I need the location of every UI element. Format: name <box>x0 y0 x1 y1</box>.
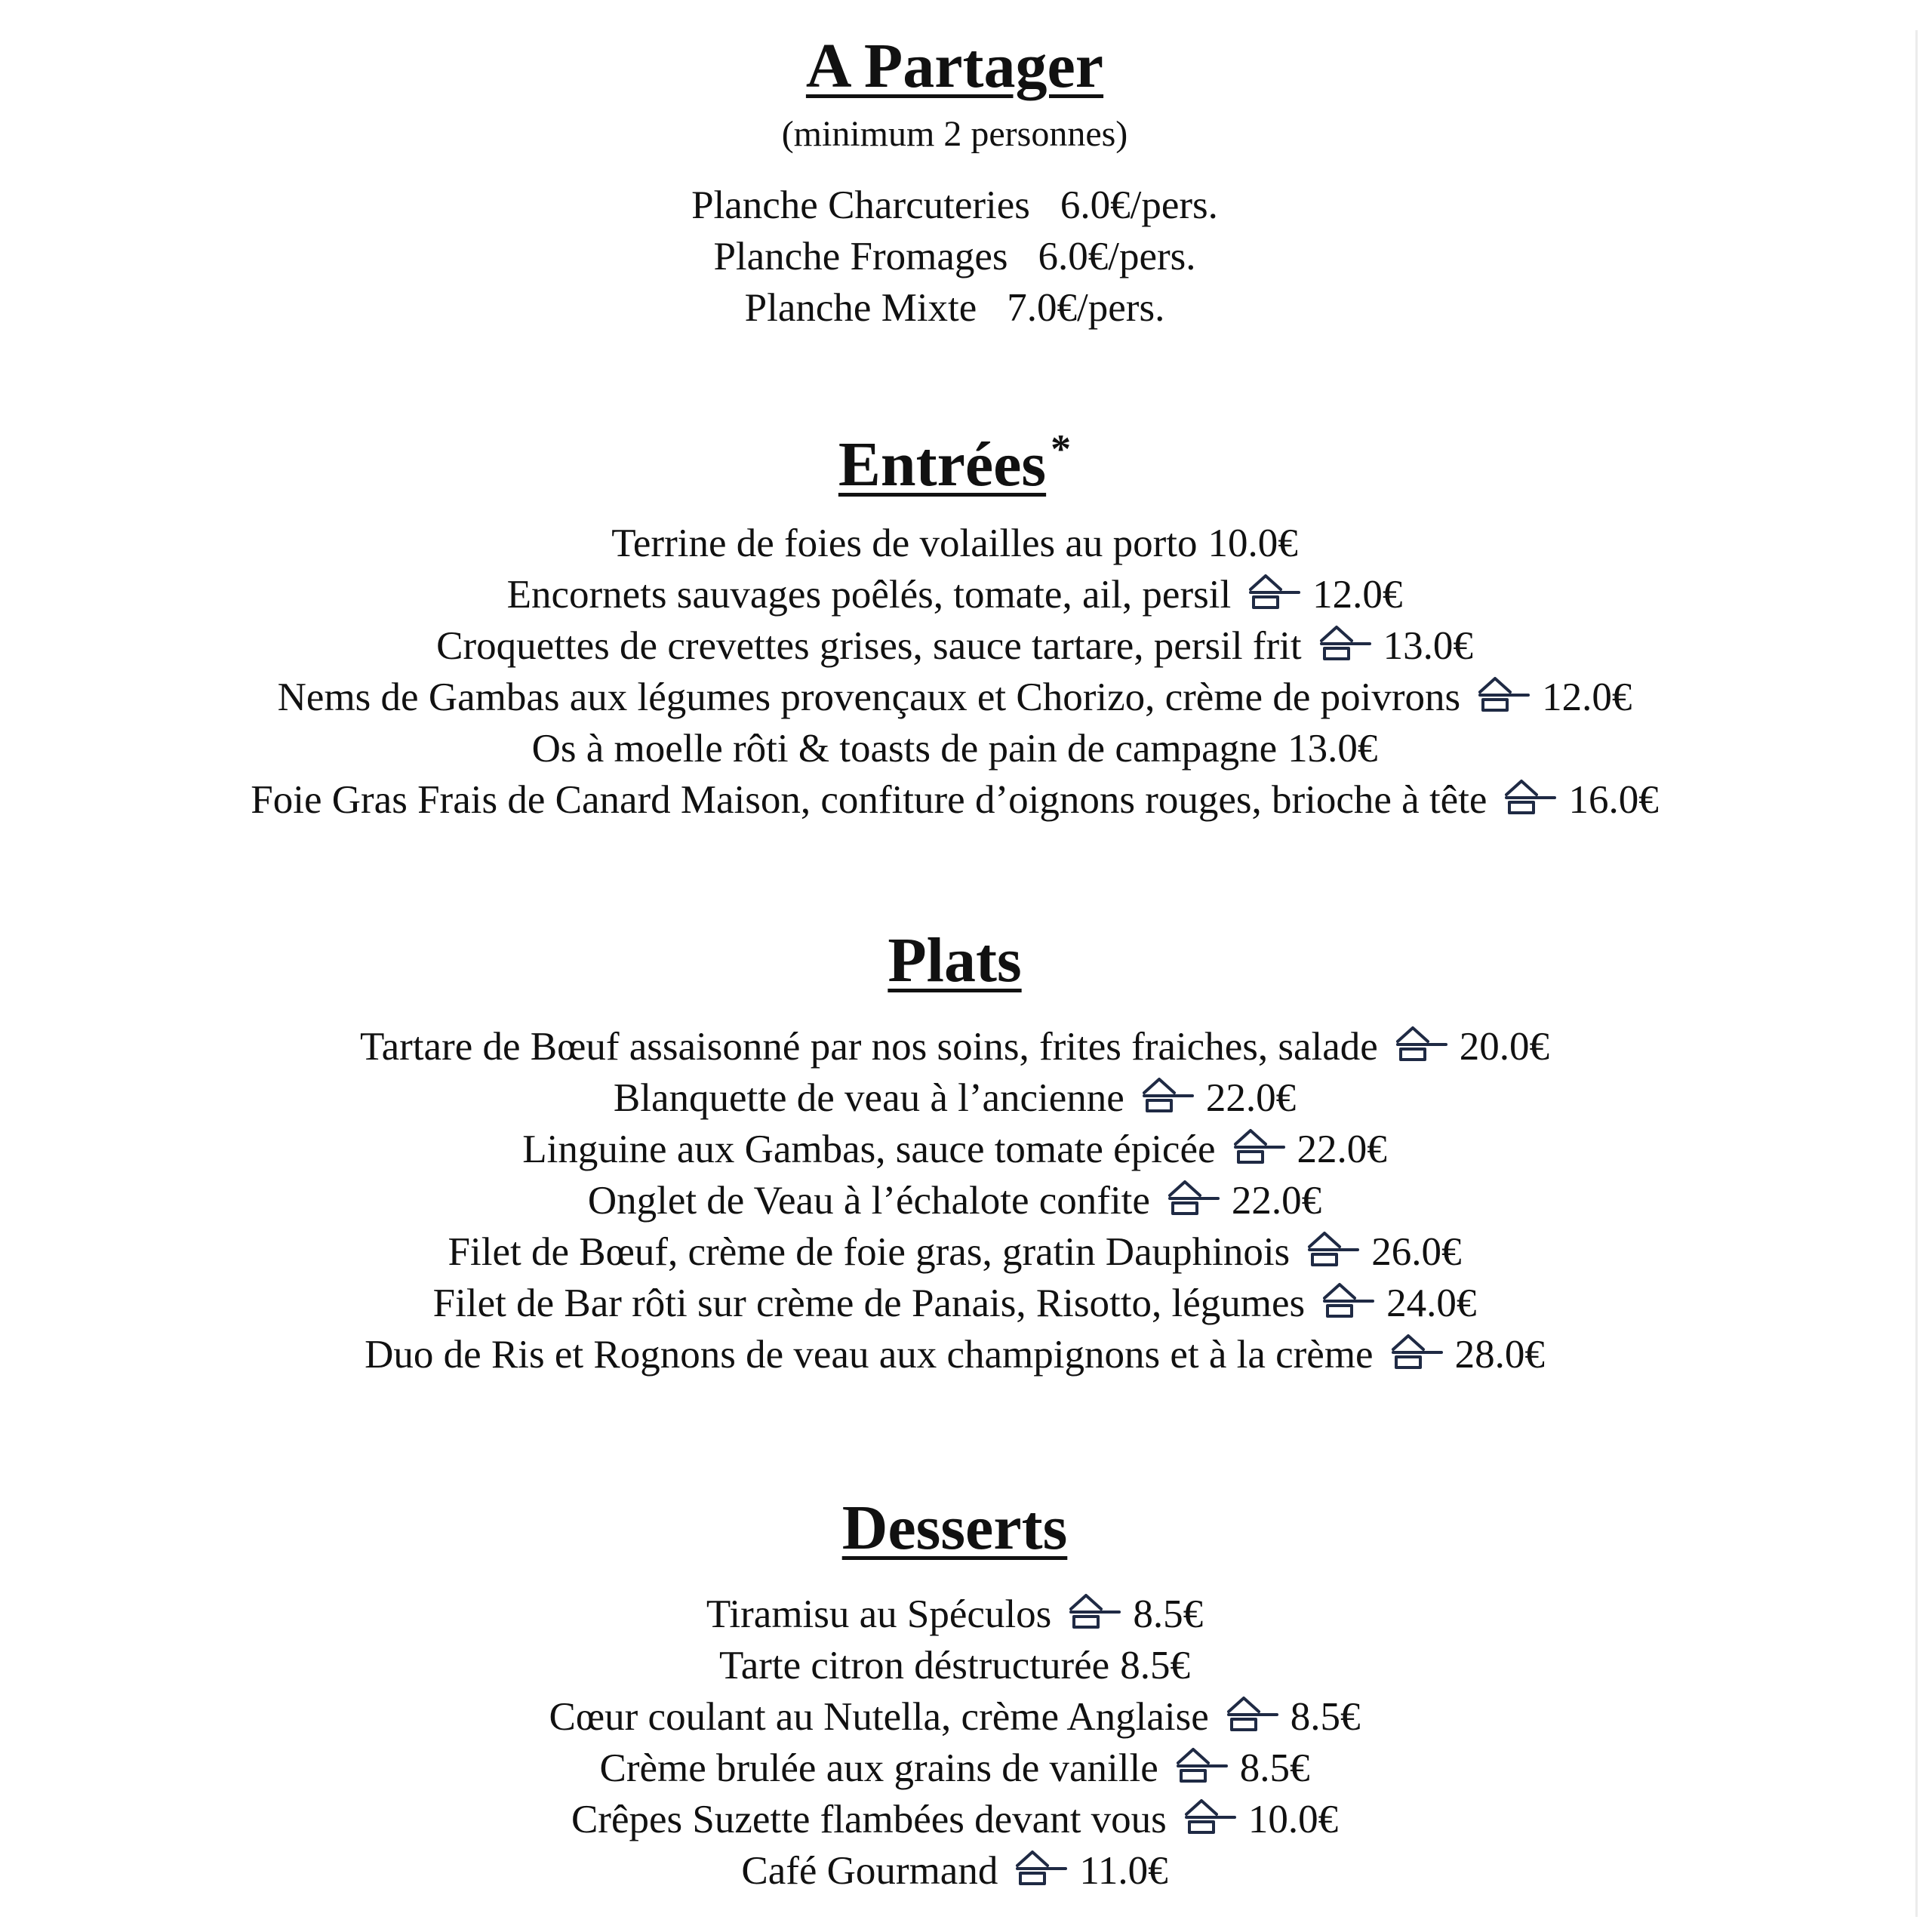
menu-item-name: Café Gourmand <box>741 1849 998 1893</box>
house-made-icon <box>1320 1281 1376 1319</box>
menu-item <box>0 1124 1909 1175</box>
menu-item-name: Filet de Bœuf, crème de foie gras, gratin Dauphinois <box>448 1230 1291 1274</box>
house-made-icon <box>1502 778 1558 816</box>
section-title: Plats <box>888 925 1022 995</box>
menu-item-price: 24.0€ <box>1386 1281 1477 1325</box>
menu-item-name: Planche Fromages <box>713 235 1008 278</box>
menu-item <box>0 1175 1909 1226</box>
menu-item-name: Tarte citron déstructurée <box>719 1644 1110 1687</box>
menu-item <box>0 774 1909 826</box>
section-title: A Partager <box>805 31 1104 101</box>
house-made-icon <box>1165 1179 1221 1217</box>
menu-item-price: 26.0€ <box>1371 1230 1462 1274</box>
section-a-partager <box>0 29 1909 334</box>
menu-item-price: 10.0€ <box>1247 1798 1339 1841</box>
section-subtitle: (minimum 2 personnes) <box>781 114 1128 154</box>
section-title <box>0 411 1909 503</box>
item-list <box>0 180 1909 334</box>
menu-item-name: Foie Gras Frais de Canard Maison, confiture d’oignons rouges, brioche à tête <box>251 778 1487 822</box>
menu-item <box>0 569 1909 620</box>
menu-item-name: Encornets sauvages poêlés, tomate, ail, persil <box>506 573 1232 617</box>
menu-item <box>0 620 1909 672</box>
house-made-icon <box>1224 1695 1280 1733</box>
house-made-icon <box>1182 1798 1238 1835</box>
menu-item-price: 22.0€ <box>1297 1128 1387 1171</box>
menu-item <box>0 672 1909 723</box>
menu-item-price: 6.0€/pers. <box>1060 183 1218 227</box>
menu-item <box>0 1589 1909 1640</box>
menu-item-name: Planche Charcuteries <box>691 183 1030 227</box>
section-title-text: Entrées <box>838 429 1047 500</box>
menu-item-price: 12.0€ <box>1312 573 1403 617</box>
menu-item-price: 8.5€ <box>1290 1695 1361 1739</box>
menu-item-name: Planche Mixte <box>744 286 977 330</box>
menu-item-price: 8.5€ <box>1133 1592 1204 1636</box>
house-made-icon <box>1393 1025 1449 1063</box>
menu-item-name: Crème brulée aux grains de vanille <box>599 1746 1158 1790</box>
menu-item-name: Terrine de foies de volailles au porto <box>611 521 1198 565</box>
menu-item-price: 13.0€ <box>1383 624 1473 668</box>
menu-item-price: 13.0€ <box>1287 727 1378 771</box>
menu-item <box>0 1743 1909 1794</box>
menu-item-name: Croquettes de crevettes grises, sauce tartare, persil frit <box>436 624 1302 668</box>
menu-item <box>0 1691 1909 1743</box>
page-edge <box>1915 30 1918 1917</box>
menu-item <box>0 180 1909 231</box>
item-list <box>0 518 1909 826</box>
menu-item-name: Os à moelle rôti & toasts de pain de campagne <box>531 727 1278 771</box>
menu-item-name: Nems de Gambas aux légumes provençaux et Chorizo, crème de poivrons <box>277 675 1461 719</box>
house-made-icon <box>1246 573 1302 611</box>
menu-item-name: Cœur coulant au Nutella, crème Anglaise <box>549 1695 1209 1739</box>
menu-item <box>0 1278 1909 1329</box>
house-made-icon <box>1174 1746 1229 1784</box>
house-made-icon <box>1231 1128 1287 1165</box>
menu-item-price: 6.0€/pers. <box>1038 235 1196 278</box>
menu-item <box>0 282 1909 334</box>
section-plats <box>0 923 1909 1380</box>
menu-item-name: Tartare de Bœuf assaisonné par nos soins, frites fraiches, salade <box>359 1025 1378 1069</box>
menu-item-price: 10.0€ <box>1208 521 1298 565</box>
house-made-icon <box>1389 1333 1444 1371</box>
section-title-mark: * <box>1051 426 1072 472</box>
menu-item-price: 20.0€ <box>1459 1025 1550 1069</box>
item-list <box>0 1589 1909 1897</box>
menu-item-price: 11.0€ <box>1079 1849 1168 1893</box>
menu-item-price: 7.0€/pers. <box>1007 286 1165 330</box>
menu-item-name: Crêpes Suzette flambées devant vous <box>571 1798 1167 1841</box>
item-list <box>0 1021 1909 1380</box>
menu-item-name: Blanquette de veau à l’ancienne <box>613 1076 1124 1120</box>
menu-item-price: 16.0€ <box>1568 778 1659 822</box>
menu-item <box>0 1021 1909 1072</box>
menu-item <box>0 723 1909 774</box>
menu-item <box>0 231 1909 282</box>
menu-item-price: 22.0€ <box>1231 1179 1322 1223</box>
section-desserts <box>0 1491 1909 1897</box>
menu-item <box>0 1226 1909 1278</box>
menu-item <box>0 1640 1909 1691</box>
menu-item-price: 8.5€ <box>1120 1644 1190 1687</box>
section-title: Desserts <box>841 1493 1068 1563</box>
menu-item <box>0 1845 1909 1897</box>
house-made-icon <box>1317 624 1373 662</box>
house-made-icon <box>1475 675 1531 713</box>
menu-item-price: 8.5€ <box>1239 1746 1310 1790</box>
menu-item <box>0 518 1909 569</box>
menu-item-price: 12.0€ <box>1542 675 1632 719</box>
house-made-icon <box>1013 1849 1069 1887</box>
menu-item <box>0 1072 1909 1124</box>
house-made-icon <box>1305 1230 1361 1268</box>
menu-item-price: 28.0€ <box>1454 1333 1545 1377</box>
menu-item-price: 22.0€ <box>1205 1076 1297 1120</box>
menu-item <box>0 1794 1909 1845</box>
menu-item-name: Tiramisu au Spéculos <box>706 1592 1052 1636</box>
house-made-icon <box>1140 1076 1195 1114</box>
menu-item-name: Linguine aux Gambas, sauce tomate épicée <box>522 1128 1216 1171</box>
menu-item-name: Filet de Bar rôti sur crème de Panais, Risotto, légumes <box>432 1281 1306 1325</box>
section-entrees <box>0 411 1909 826</box>
menu-item-name: Onglet de Veau à l’échalote confite <box>587 1179 1150 1223</box>
menu-item <box>0 1329 1909 1380</box>
house-made-icon <box>1066 1592 1122 1630</box>
menu-item-name: Duo de Ris et Rognons de veau aux champignons et à la crème <box>365 1333 1374 1377</box>
